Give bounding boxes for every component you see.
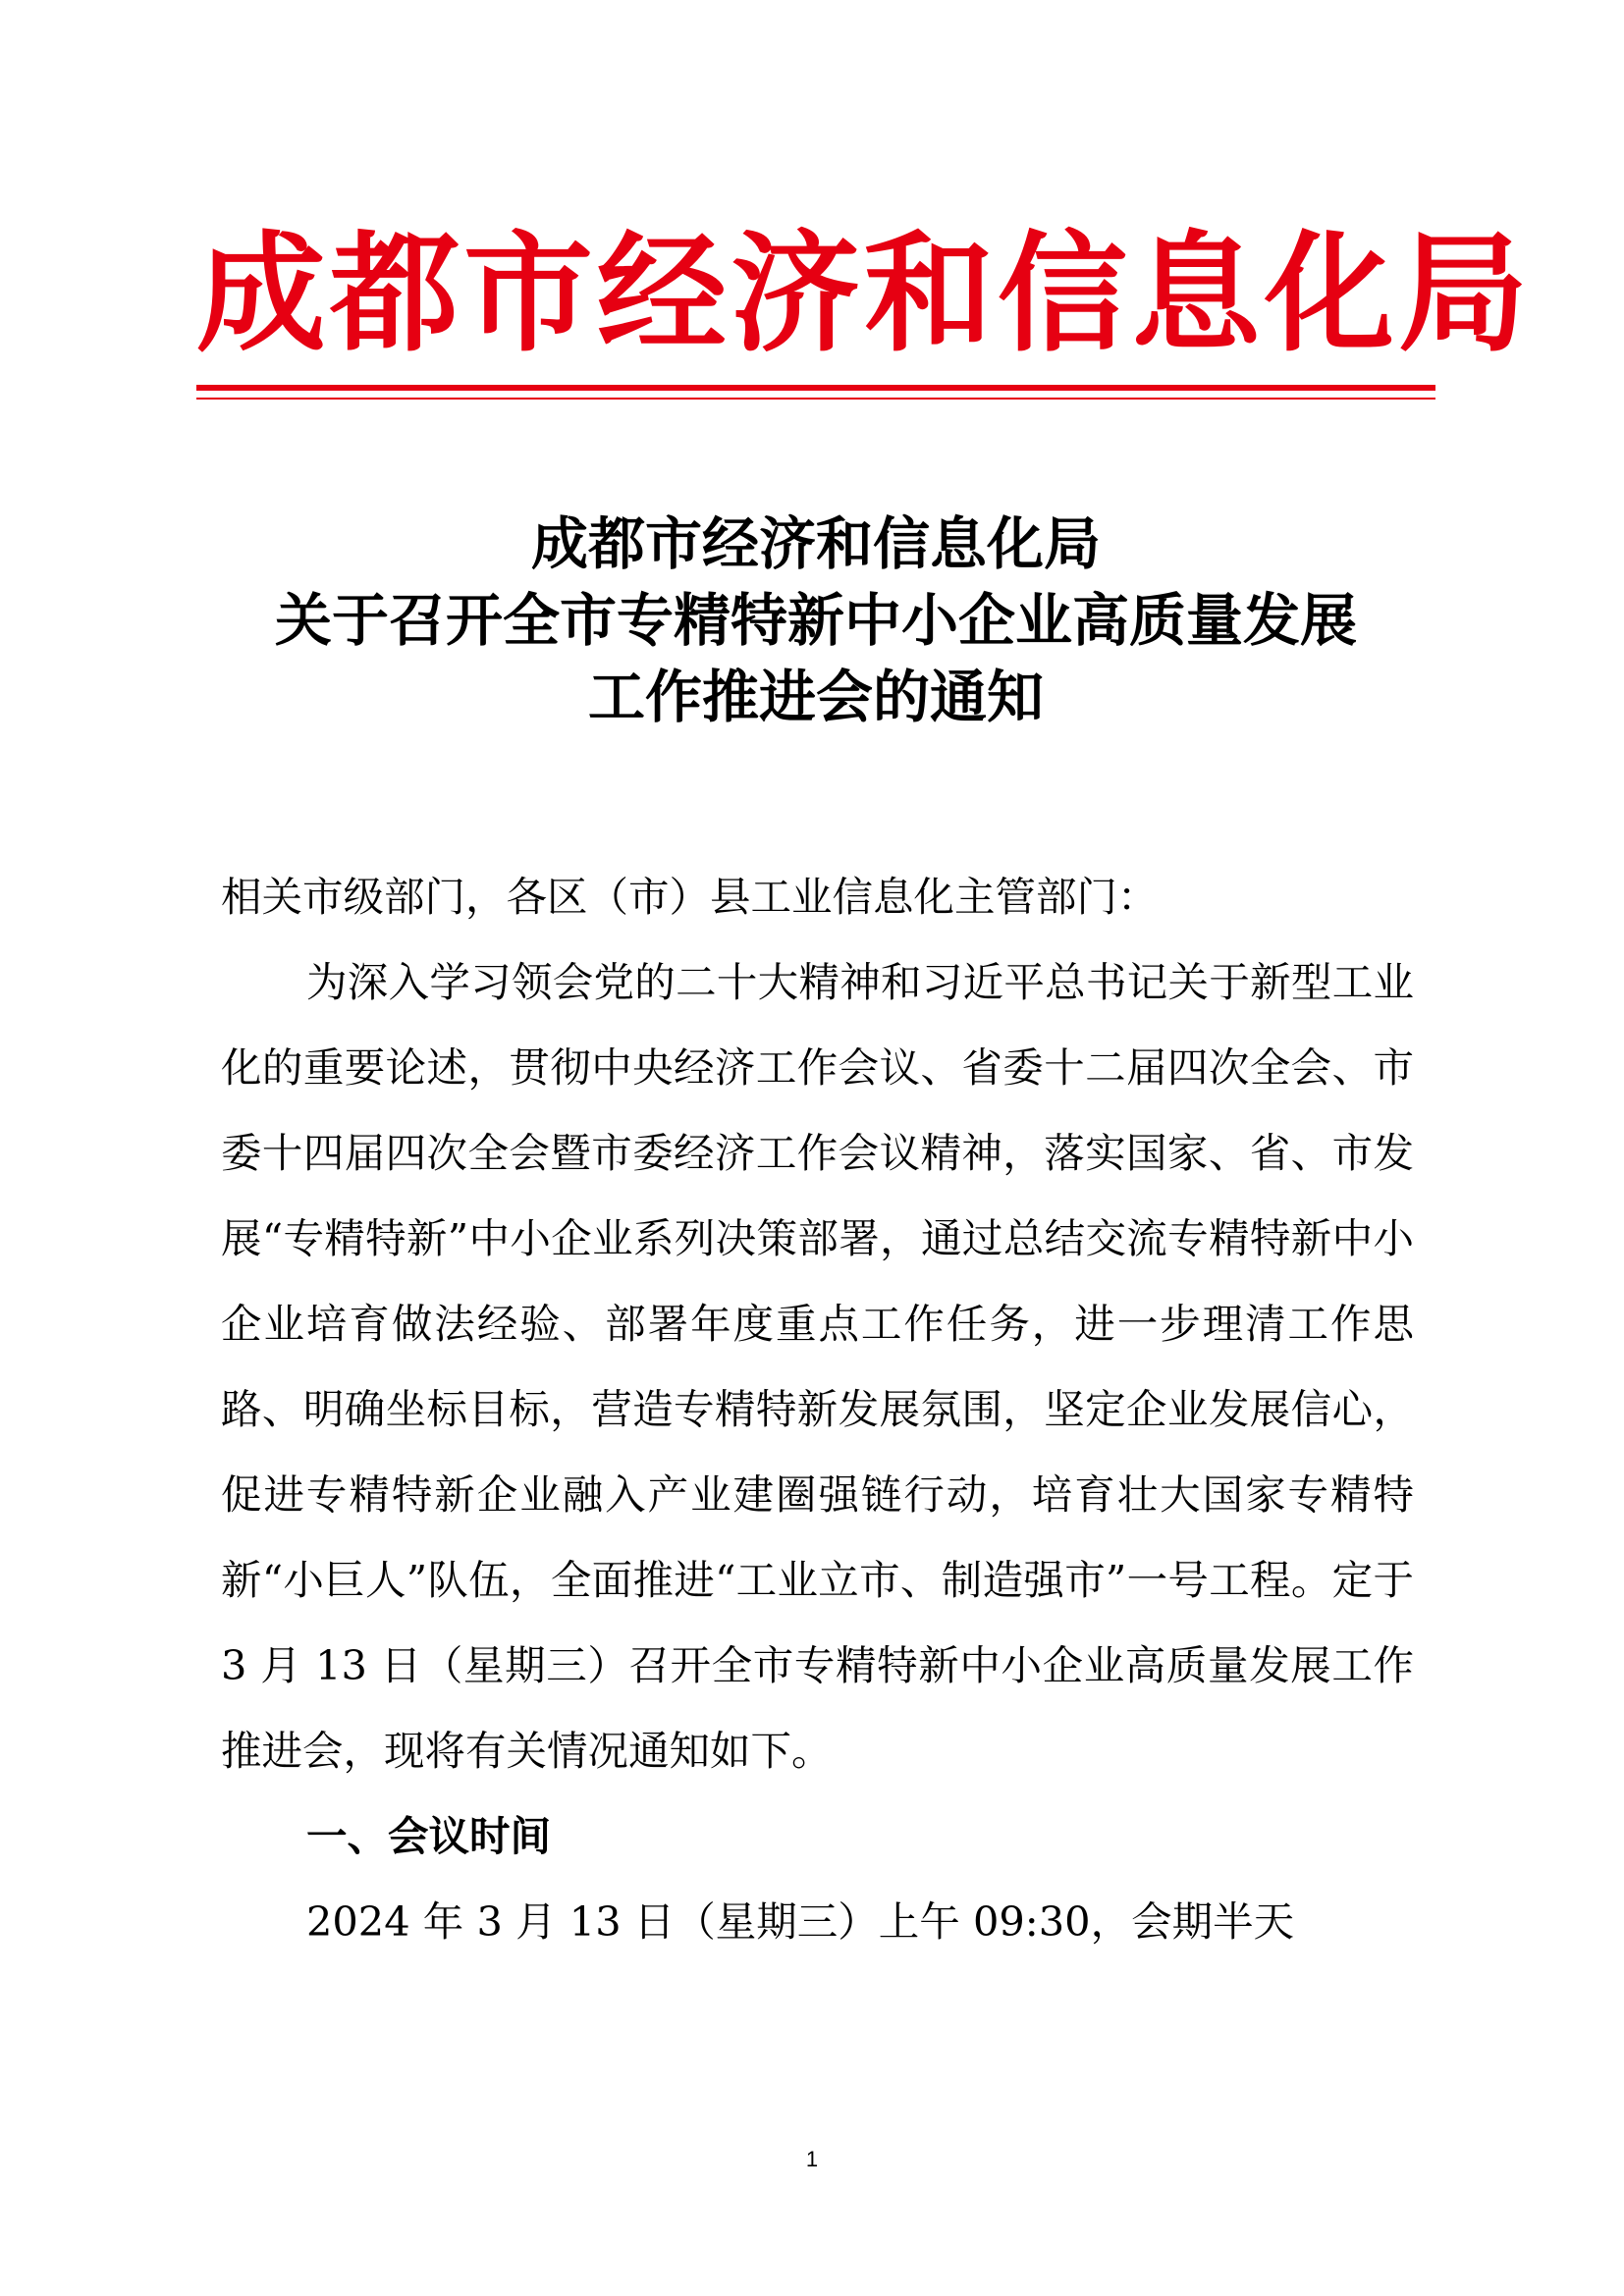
meeting-time-text: 2024 年 3 月 13 日（星期三）上午 09:30，会期半天	[306, 1897, 1295, 1946]
issuer-masthead: 成都市经济和信息化局	[196, 218, 1532, 370]
document-title	[196, 506, 1435, 735]
page-number: 1	[805, 2147, 819, 2171]
addressee: 相关市级部门，各区（市）县工业信息化主管部门：	[221, 873, 1159, 921]
section-heading-meeting-time: 一、会议时间	[306, 1812, 552, 1860]
title-line-3: 工作推进会的通知	[587, 664, 1044, 730]
document-body	[221, 854, 1414, 1964]
title-line-1: 成都市经济和信息化局	[530, 510, 1101, 577]
masthead-rule-thick	[196, 385, 1435, 391]
masthead-rule-thin	[196, 398, 1435, 400]
body-paragraph: 为深入学习领会党的二十大精神和习近平总书记关于新型工业化的重要论述，贯彻中央经济工作会议、省委十二届四次全会、市委十四届四次全会暨市委经济工作会议精神，落实国家、省、市发展“专精特新”中小企业系列决策部署，通过总结交流专精特新中小企业培育做法经验、部署年度重点工作任务，进一步理清工作思路、明确坐标目标，营造专精特新发展氛围，坚定企业发展信心，促进专精特新企业融入产业建圈强链行动，培育壮大国家专精特新“小巨人”队伍，全面推进“工业立市、制造强市”一号工程。定于 3 月 13 日（星期三）召开全市专精特新中小企业高质量发展工作推进会，现将有关情况通知如下。	[221, 958, 1414, 1775]
title-line-2: 关于召开全市专精特新中小企业高质量发展	[274, 587, 1357, 654]
